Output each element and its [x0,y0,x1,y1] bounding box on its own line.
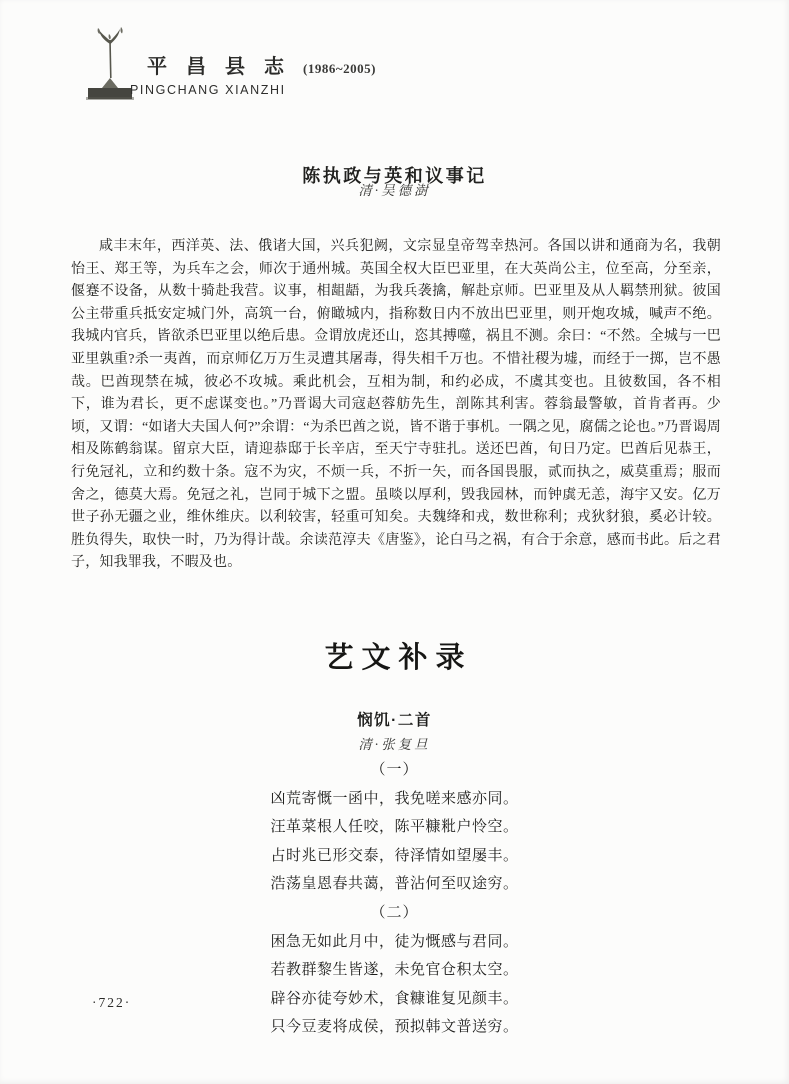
poem-line: 辟谷亦徒夸妙术，食糠谁复见颜丰。 [270,990,519,1007]
book-subtitle-pinyin: PINGCHANG XIANZHI [130,83,286,97]
poem-line: 若教群黎生皆遂，未免官仓积太空。 [270,962,519,979]
poem-line: 占时兆已形交泰，待泽情如望屡丰。 [270,847,519,864]
book-title-cn: 平 昌 县 志 [147,56,291,78]
section-title: 艺文补录 [324,642,473,675]
article-author: 清·吴德澍 [358,183,431,198]
poem-line: 汪革菜根人任咬，陈平糠粃户怜空。 [270,819,519,836]
stanza-1-label: （一） [370,762,419,778]
page-number: ·722· [92,995,132,1010]
poem-line: 困急无如此月中，徒为慨感与君同。 [270,933,519,950]
stanza-2-label: （二） [370,904,419,921]
poem-title: 悯饥·二首 [357,712,432,729]
poem-author: 清·张复旦 [358,737,431,752]
poem-line: 浩荡皇恩春共蔼，普沾何至叹途穷。 [270,876,519,893]
book-title [147,50,376,79]
article-title: 陈执政与英和议事记 [302,165,487,186]
article-body-text: 咸丰末年，西洋英、法、俄诸大国，兴兵犯阙，文宗显皇帝驾幸热河。各国以讲和通商为名，我朝怡王、郑王等，为兵车之会，师次于通州城。英国全权大臣巴亚里，在大英尚公主，位至高，分至亲，偃蹇不设备，从数十骑赴我营。议事，相龃龉，为我兵袭擒，解赴京师。巴亚里及从人羁禁刑狱。彼国公主带重兵抵安定城门外，高筑一台，俯瞰城内，指称数日内不放出巴亚里，则开炮攻城，喊声不绝。我城内官兵，皆欲杀巴亚里以绝后患。佥谓放虎还山，恣其搏噬，祸且不测。余曰：“不然。全城与一巴亚里孰重?杀一夷酋，而京师亿万万生灵遭其屠毒，得失相千万也。不惜社稷为墟，而经于一掷，岂不愚哉。巴酋现禁在城，彼必不攻城。乘此机会，互相为制，和约必成，不虞其变也。且彼数国，各不相下，谁为君长，更不虑谋变也。”乃晋谒大司寇赵蓉舫先生，剖陈其利害。蓉翁最警敏，首肯者再。少顷，又谓：“如诸大夫国人何?”余谓：“为杀巴酋之说，皆不谐于事机。一隅之见，腐儒之论也。”乃晋谒周相及陈鹤翁谋。留京大臣，请迎恭邸于长辛店，至天宁寺驻扎。送还巴酋，旬日乃定。巴酋后见恭王，行免冠礼，立和约数十条。寇不为灾，不烦一兵，不折一矢，而各国畏服，贰而执之，威莫重焉；服而舍之，德莫大焉。免冠之礼，岂同于城下之盟。虽啖以厚利，毁我园林，而钟虡无恙，海宇又安。亿万世子孙无疆之业，维休维庆。以利较害，轻重可知矣。夫魏绛和戎，数世称利；戎狄豺狼，奚必计较。胜负得失，取快一时，乃为得计哉。余读范淳夫《唐鉴》，论白马之祸，有合于余意，感而书此。后之君子，知我罪我，不暇及也。 [71,239,721,571]
book-title-years: (1986~2005) [303,61,376,76]
poem-line: 凶荒寄慨一函中，我免嗟来感亦同。 [270,790,519,807]
poem-line: 只今豆麦将成侯，预拟韩文普送穷。 [270,1019,519,1036]
